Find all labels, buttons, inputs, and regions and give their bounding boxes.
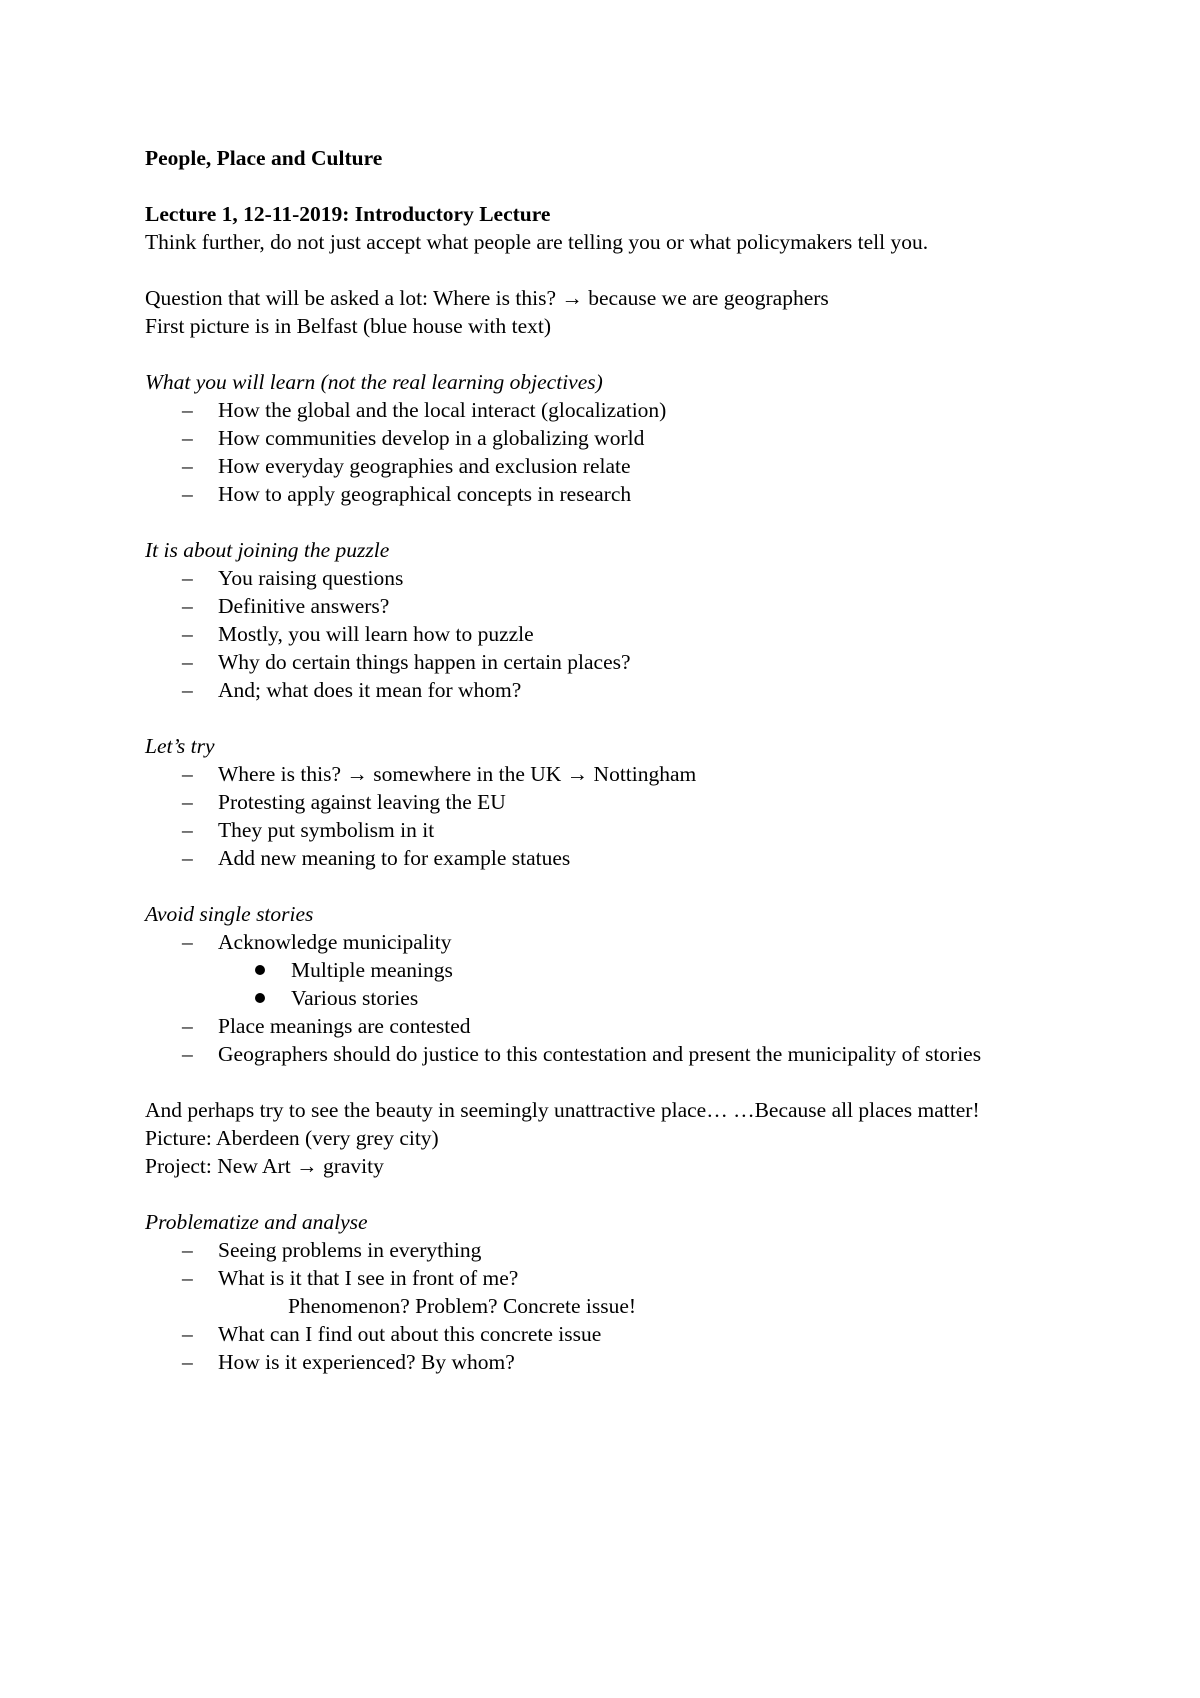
lecture-heading: Lecture 1, 12-11-2019: Introductory Lecture (145, 202, 551, 226)
document-title: People, Place and Culture (145, 146, 383, 170)
learn-list (145, 396, 1045, 508)
list-item: – Seeing problems in everything (145, 1236, 1045, 1264)
picture-line: Picture: Aberdeen (very grey city) (145, 1126, 439, 1150)
sub-list-item (145, 984, 1045, 1012)
list-item: – Why do certain things happen in certain places? (145, 648, 1045, 676)
list-item: – And; what does it mean for whom? (145, 676, 1045, 704)
first-picture-line: First picture is in Belfast (blue house with text) (145, 314, 552, 338)
list-item: – How communities develop in a globalizing world (145, 424, 1045, 452)
document-page (145, 144, 1045, 1376)
list-item: – Where is this? → somewhere in the UK → Nottingham (145, 760, 1045, 788)
list-item: – You raising questions (145, 564, 1045, 592)
indented-line: Phenomenon? Problem? Concrete issue! (288, 1294, 637, 1318)
list-item: – Acknowledge municipality (145, 928, 1045, 956)
section-heading-try: Let’s try (145, 734, 215, 758)
question-line: Question that will be asked a lot: Where is this? → because we are geographers (145, 286, 829, 310)
list-item: – Geographers should do justice to this contestation and present the municipality of stories (145, 1040, 1045, 1068)
list-item: – Protesting against leaving the EU (145, 788, 1045, 816)
section-heading-problematize: Problematize and analyse (145, 1210, 368, 1234)
sub-list-item-text: Various stories (291, 986, 419, 1010)
beauty-paragraph: And perhaps try to see the beauty in seemingly unattractive place… …Because all places matter! (145, 1098, 980, 1122)
list-item: – Mostly, you will learn how to puzzle (145, 620, 1045, 648)
bullet-icon (255, 965, 265, 975)
list-item: – Definitive answers? (145, 592, 1045, 620)
section-heading-learn: What you will learn (not the real learning objectives) (145, 370, 603, 394)
sub-list-item (145, 956, 1045, 984)
try-list (145, 760, 1045, 872)
project-line: Project: New Art → gravity (145, 1154, 384, 1178)
list-item: – How the global and the local interact (glocalization) (145, 396, 1045, 424)
section-heading-puzzle: It is about joining the puzzle (145, 538, 390, 562)
list-item: – Add new meaning to for example statues (145, 844, 1045, 872)
list-item: – What is it that I see in front of me? (145, 1264, 1045, 1292)
puzzle-list (145, 564, 1045, 704)
list-item: – How everyday geographies and exclusion relate (145, 452, 1045, 480)
problematize-list (145, 1236, 1045, 1376)
avoid-list (145, 928, 1045, 1068)
list-item: – They put symbolism in it (145, 816, 1045, 844)
list-item: – How to apply geographical concepts in research (145, 480, 1045, 508)
list-item: – Place meanings are contested (145, 1012, 1045, 1040)
bullet-icon (255, 993, 265, 1003)
section-heading-avoid: Avoid single stories (145, 902, 314, 926)
list-item: – How is it experienced? By whom? (145, 1348, 1045, 1376)
sub-list-item-text: Multiple meanings (291, 958, 453, 982)
intro-paragraph: Think further, do not just accept what people are telling you or what policymakers tell you. (145, 230, 929, 254)
list-item: – What can I find out about this concrete issue (145, 1320, 1045, 1348)
